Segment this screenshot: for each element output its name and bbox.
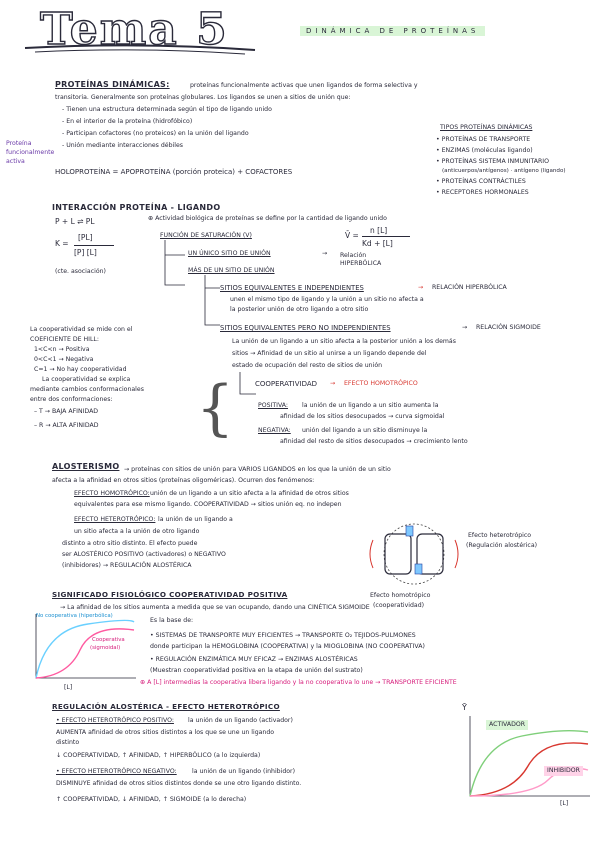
s4-g-coop2: Cooperativa: [92, 637, 125, 643]
s2-equiv: SITIOS EQUIVALENTES E INDEPENDIENTES: [220, 284, 364, 292]
s3-het-h: EFECTO HETEROTRÓPICO:: [74, 516, 156, 523]
s3-fig-right2: (Regulación alostérica): [466, 542, 538, 549]
s3-heading: ALOSTERISMO: [52, 462, 120, 471]
s2-nonind-arrow: →: [462, 324, 468, 331]
s2-act: ⊕ Actividad biológica de proteínas se define por la cantidad de ligando unido: [148, 215, 387, 222]
s1-side2: funcionalmente: [6, 149, 55, 156]
s2-func: FUNCIÓN DE SATURACIÓN (V): [160, 232, 252, 239]
page-title: Tema 5: [40, 4, 229, 55]
s1-b3: - Participan cofactores (no proteicos) en la unión del ligando: [62, 130, 249, 137]
s2-hill-9: – R → ALTA AFINIDAD: [34, 422, 99, 429]
s5-neg3: ↑ COOPERATIVIDAD, ↓ AFINIDAD, ↑ SIGMOIDE (a lo derecha): [56, 796, 247, 803]
s4-b4: (Muestran cooperatividad positiva en la etapa de unión del sustrato): [150, 667, 363, 674]
s4-l2: Es la base de:: [150, 617, 194, 624]
s2-v-bar: [362, 236, 410, 237]
s2-tree-lines: [160, 240, 190, 300]
s3-allosteric-figure: [365, 520, 463, 588]
s2-kd-note: (cte. asociación): [55, 268, 106, 275]
s3-het2: un sitio afecta a la unión de otro ligando: [74, 528, 200, 535]
title-underline: [20, 40, 260, 56]
s2-eq1: P + L ⇌ PL: [55, 217, 95, 226]
s4-b2: donde participan la HEMOGLOBINA (COOPERATIVA) y la MIOGLOBINA (NO COOPERATIVA): [150, 643, 425, 650]
s4-heading: SIGNIFICADO FISIOLÓGICO COOPERATIVIDAD POSITIVA: [52, 590, 288, 599]
s3-homo2: equivalentes para ese mismo ligando. COOPERATIVIDAD → sitios unión eq. no indepen: [74, 501, 342, 508]
s2-hill-1: COEFICIENTE DE HILL:: [30, 336, 99, 343]
s2-more-sites: MÁS DE UN SITIO DE UNIÓN: [188, 267, 275, 274]
s5-heading: REGULACIÓN ALOSTÉRICA - EFECTO HETEROTRÓPICO: [52, 702, 280, 711]
s1-type-2: • PROTEÍNAS SISTEMA INMUNITARIO: [436, 158, 549, 165]
s2-hill-5: La cooperatividad se explica: [42, 376, 131, 383]
s4-pink: ⊕ A [L] intermedias la cooperativa libera ligando y la no cooperativa lo une → TRANSPORTE EFICIENTE: [140, 679, 457, 686]
s3-fig-bottom2: (cooperatividad): [373, 602, 425, 609]
s1-holo: HOLOPROTEÍNA = APOPROTEÍNA (porción proteica) + COFACTORES: [55, 168, 293, 176]
s3-l1: → proteínas con sitios de unión para VARIOS LIGANDOS en los que la unión de un sitio: [124, 466, 391, 473]
s2-hyper: Relación HIPERBÓLICA: [340, 252, 382, 267]
s2-hill-7: entre dos conformaciones:: [30, 396, 113, 403]
s2-one-site-arrow: →: [322, 250, 328, 257]
s2-coop-arrow: →: [330, 380, 336, 387]
s1-b4: - Unión mediante interacciones débiles: [62, 142, 184, 149]
s1-side1: Proteína: [6, 140, 32, 147]
s2-neg2: afinidad del resto de sitios desocupados → crecimiento lento: [280, 438, 468, 445]
s5-g-y: Ȳ: [462, 703, 467, 712]
s1-b1: - Tienen una estructura determinada según el tipo de ligando unido: [62, 106, 272, 113]
s1-b2: - En el interior de la proteína (hidrofóbico): [62, 118, 193, 125]
s3-homo1: unión de un ligando a un sitio afecta a la afinidad de otros sitios: [150, 490, 349, 497]
s4-g-x: [L]: [64, 684, 73, 691]
s2-rel-sig: RELACIÓN SIGMOIDE: [476, 324, 541, 331]
s5-neg-h: • EFECTO HETEROTRÓPICO NEGATIVO:: [56, 768, 177, 775]
s2-neg1: unión del ligando a un sitio disminuye la: [302, 427, 428, 434]
s5-g-x: [L]: [560, 800, 569, 807]
s2-hill-0: La cooperatividad se mide con el: [30, 326, 133, 333]
s4-g-coop3: (sigmoidal): [90, 645, 121, 651]
s3-homo-h: EFECTO HOMOTRÓPICO:: [74, 490, 150, 497]
s2-nonind: SITIOS EQUIVALENTES PERO NO INDEPENDIENTES: [220, 324, 391, 332]
s2-homo: EFECTO HOMOTRÓPICO: [344, 380, 418, 387]
s2-v-num: n [L]: [370, 226, 388, 235]
s5-g-inh: INHIBIDOR: [544, 766, 583, 776]
s2-heading: INTERACCIÓN PROTEÍNA - LIGANDO: [52, 203, 221, 212]
s2-nonind3: estado de ocupación del resto de sitios de unión: [232, 362, 383, 369]
s2-nonind2: sitios → Afinidad de un sitio al unirse a un ligando depende del: [232, 350, 427, 357]
s4-b1: • SISTEMAS DE TRANSPORTE MUY EFICIENTES → TRANSPORTE O₂ TEJIDOS-PULMONES: [150, 632, 416, 639]
s1-types-title: TIPOS PROTEÍNAS DINÁMICAS: [440, 124, 533, 131]
s2-kd-bar: [74, 245, 114, 246]
s2-coop: COOPERATIVIDAD: [255, 380, 318, 388]
s1-type-1: • ENZIMAS (moléculas ligando): [436, 147, 533, 154]
s2-v-formula: V̄ =: [345, 231, 359, 240]
s2-kd-num: [PL]: [78, 233, 93, 242]
s2-hill-4: C=1 → No hay cooperatividad: [34, 366, 127, 373]
s2-pos: POSITIVA:: [258, 402, 289, 409]
s2-brace: {: [196, 373, 235, 443]
s2-hill-8: – T → BAJA AFINIDAD: [34, 408, 99, 415]
s5-pos4: ↓ COOPERATIVIDAD, ↑ AFINIDAD, ↑ HIPERBÓLICO (a lo izquierda): [56, 752, 261, 759]
s5-neg1: la unión de un ligando (inhibidor): [192, 768, 295, 775]
s5-pos3: distinto: [56, 739, 80, 746]
s3-l2: afecta a la afinidad en otros sitios (proteínas oligoméricas). Ocurren dos fenómenos:: [52, 477, 315, 484]
s5-g-act: ACTIVADOR: [486, 720, 528, 730]
s3-fig-bottom1: Efecto homotrópico: [370, 592, 431, 599]
s3-het1: la unión de un ligando a: [158, 516, 233, 523]
s3-het4: ser ALOSTÉRICO POSITIVO (activadores) o NEGATIVO: [62, 551, 226, 558]
s2-equiv1: unen el mismo tipo de ligando y la unión a un sitio no afecta a: [230, 296, 424, 303]
s1-heading: PROTEÍNAS DINÁMICAS:: [55, 80, 170, 89]
s2-equiv2: la posterior unión de otro ligando a otro sitio: [230, 306, 369, 313]
s1-type-5: • RECEPTORES HORMONALES: [436, 189, 529, 196]
s2-v-den: Kd + [L]: [362, 239, 393, 248]
s3-het5: (inhibidores) → REGULACIÓN ALOSTÉRICA: [62, 562, 192, 569]
s2-hill-2: 1<C<n → Positiva: [34, 346, 90, 353]
s2-kd-den: [P] [L]: [74, 248, 97, 257]
s2-one-site: UN ÚNICO SITIO DE UNIÓN: [188, 250, 271, 257]
page-subtitle: DINÁMICA DE PROTEÍNAS: [300, 26, 485, 36]
s2-pos1: la unión de un ligando a un sitio aumenta la: [302, 402, 439, 409]
s1-side3: activa: [6, 158, 25, 165]
s4-g-coop: No cooperativa (hiperbólica): [36, 613, 113, 619]
s2-kd-label: K =: [55, 239, 69, 248]
s1-type-0: • PROTEÍNAS DE TRANSPORTE: [436, 136, 531, 143]
s5-pos2: AUMENTA afinidad de otros sitios distintos a los que se une un ligando: [56, 729, 275, 736]
s2-rel-hyper: RELACIÓN HIPERBÓLICA: [432, 284, 507, 291]
s1-intro1: proteínas funcionalmente activas que unen ligandos de forma selectiva y: [190, 82, 418, 89]
s5-pos-h: • EFECTO HETEROTRÓPICO POSITIVO:: [56, 717, 174, 724]
s4-b3: • REGULACIÓN ENZIMÁTICA MUY EFICAZ → ENZIMAS ALOSTÉRICAS: [150, 656, 358, 663]
s4-graph: [28, 610, 138, 688]
s5-neg2: DISMINUYE afinidad de otros sitios distintos donde se une otro ligando distinto.: [56, 780, 302, 787]
s1-intro2: transitoria. Generalmente son proteínas globulares. Los ligandos se unen a sitios de unión que:: [55, 94, 351, 101]
s4-l1: → La afinidad de los sitios aumenta a medida que se van ocupando, dando una CINÉTICA SIGMOIDE: [60, 604, 370, 611]
s2-hill-6: mediante cambios conformacionales: [30, 386, 144, 393]
s2-pos2: afinidad de los sitios desocupados → curva sigmoidal: [280, 413, 445, 420]
s2-neg: NEGATIVA:: [258, 427, 291, 434]
s3-het3: distinto a otro sitio distinto. El efecto puede: [62, 540, 198, 547]
s2-hill-3: 0<C<1 → Negativa: [34, 356, 94, 363]
s2-nonind1: La unión de un ligando a un sitio afecta a la posterior unión a los demás: [232, 338, 456, 345]
s2-equiv-arrow: →: [418, 284, 424, 291]
s3-fig-right1: Efecto heterotrópico: [468, 532, 532, 539]
s1-type-3: (anticuerpos/antígenos) · antígeno (ligando): [442, 168, 566, 174]
s5-pos1: la unión de un ligando (activador): [188, 717, 293, 724]
s1-type-4: • PROTEÍNAS CONTRÁCTILES: [436, 178, 526, 185]
